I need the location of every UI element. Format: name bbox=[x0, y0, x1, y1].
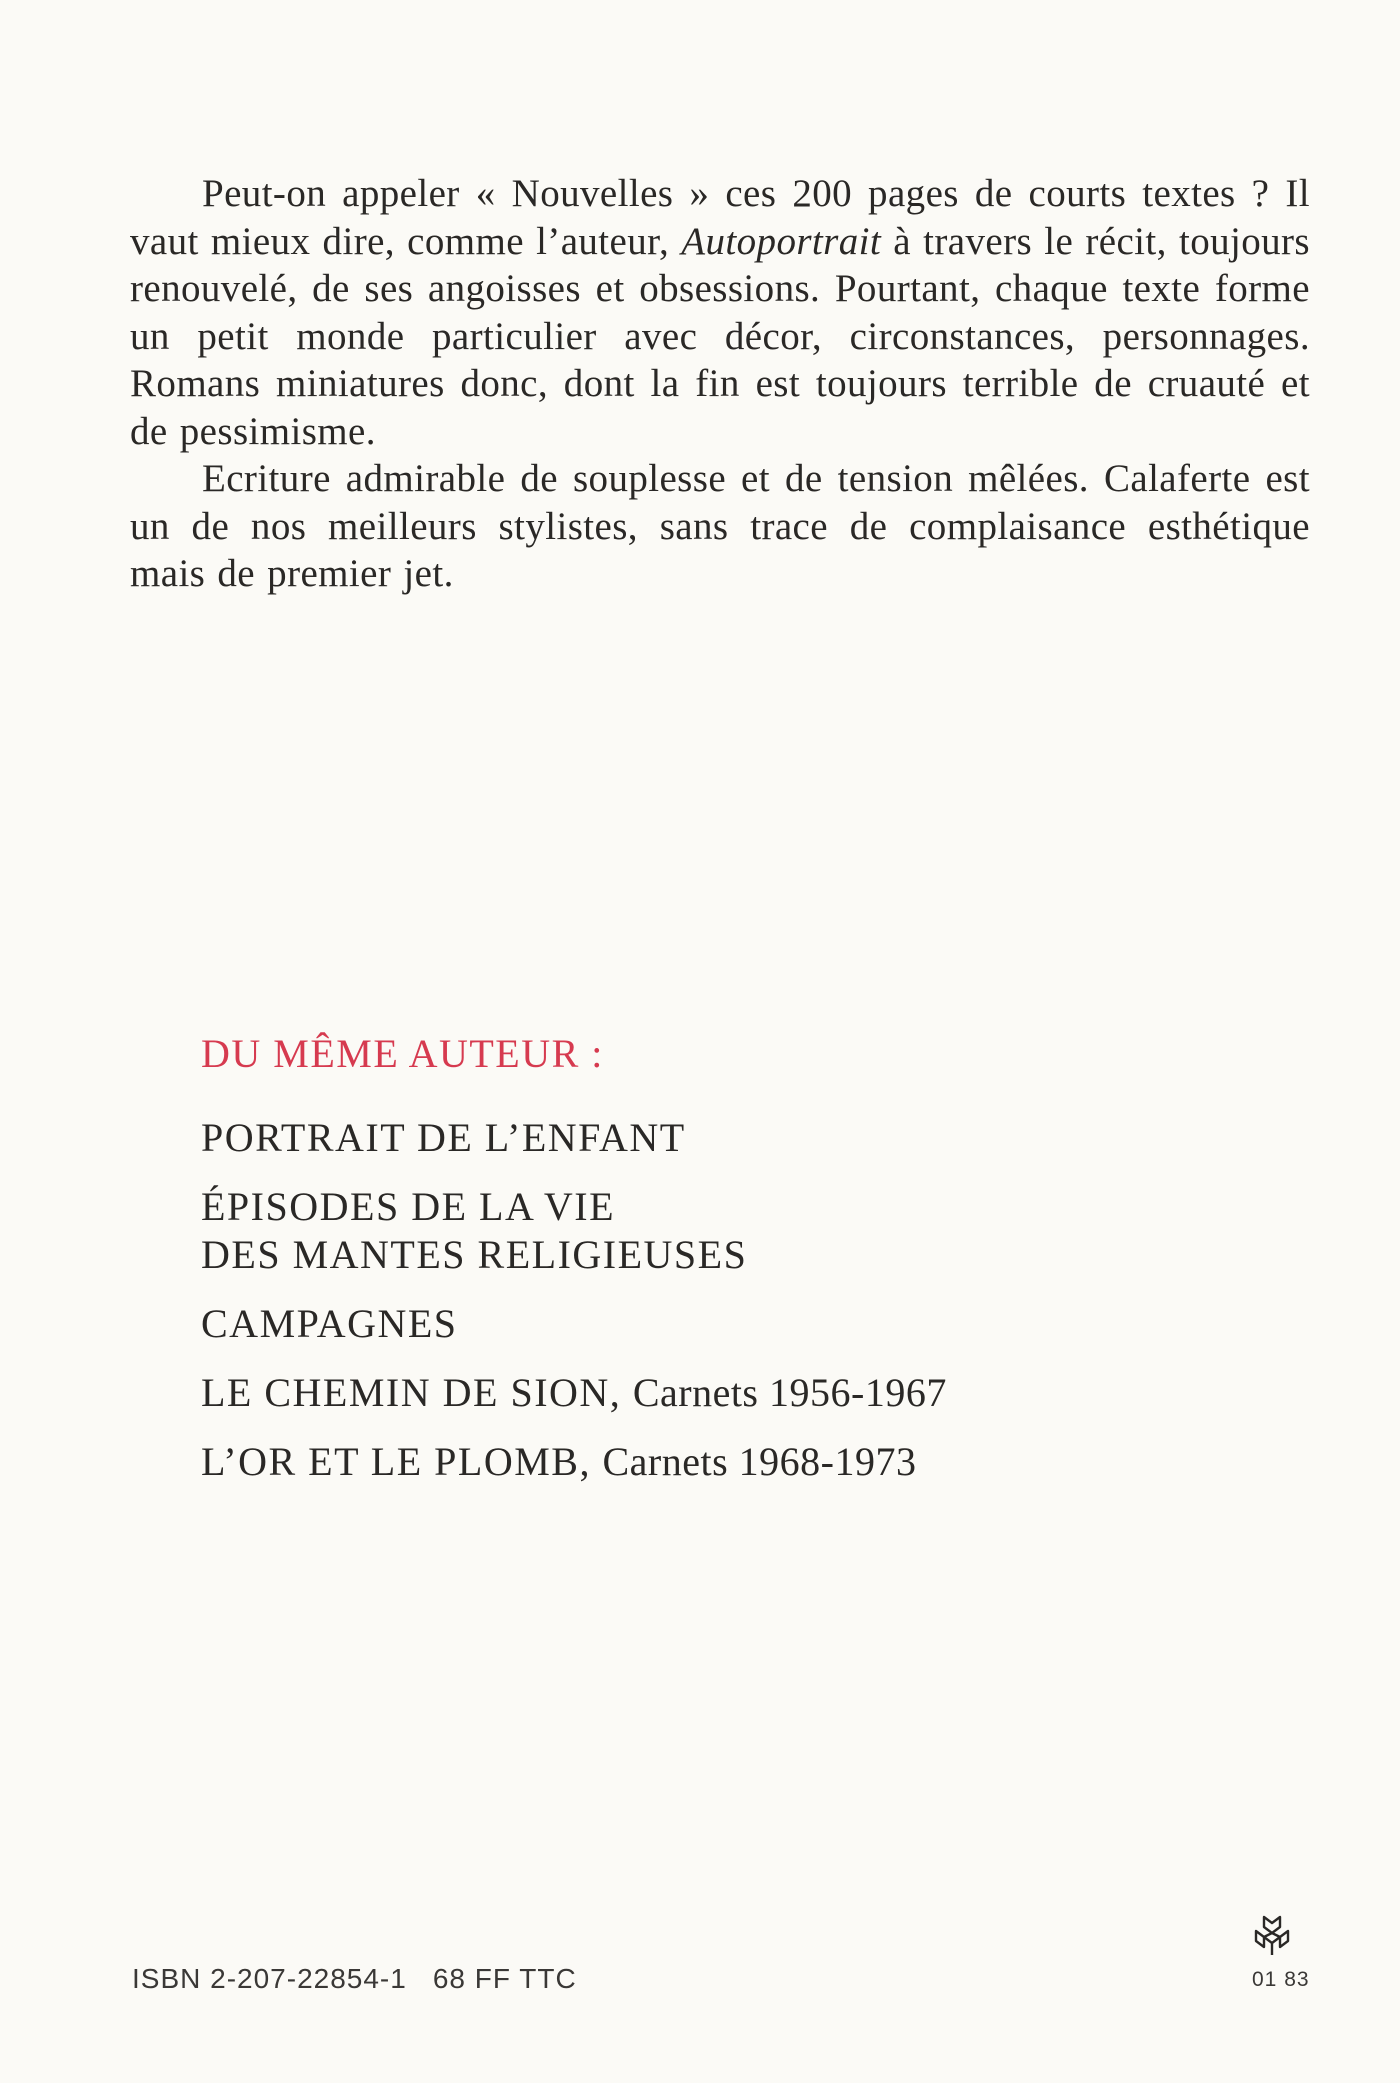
print-code: 01 83 bbox=[1252, 1968, 1310, 1991]
blurb-text-1b: à travers le récit, toujours renouvelé, de ses angoisses et obsessions. Pourtant, chaque texte forme un petit monde particulier avec décor, circonstances, personnages. Romans miniatures donc, dont la fin est toujours terrible de cruauté et de pessimisme. bbox=[130, 219, 1310, 453]
work-subtitle: Carnets 1956-1967 bbox=[632, 1370, 947, 1415]
work-item bbox=[201, 1114, 1201, 1162]
work-title: CAMPAGNES bbox=[201, 1301, 458, 1346]
work-title: L’OR ET LE PLOMB, bbox=[201, 1439, 591, 1484]
other-works-heading: DU MÊME AUTEUR : bbox=[201, 1031, 604, 1076]
work-item bbox=[201, 1231, 1201, 1279]
work-title: DES MANTES RELIGIEUSES bbox=[201, 1232, 748, 1277]
back-cover-blurb bbox=[130, 170, 1310, 598]
work-item bbox=[201, 1300, 1201, 1348]
blurb-paragraph-2: Ecriture admirable de souplesse et de tension mêlées. Calaferte est un de nos meilleurs stylistes, sans trace de complaisance esthétique mais de premier jet. bbox=[130, 457, 1310, 595]
publisher-emblem-icon bbox=[1252, 1914, 1292, 1958]
other-works-section bbox=[201, 1030, 1201, 1507]
work-title: ÉPISODES DE LA VIE bbox=[201, 1184, 616, 1229]
blurb-paragraph-1 bbox=[130, 170, 1310, 455]
work-subtitle: Carnets 1968-1973 bbox=[602, 1439, 917, 1484]
work-title: LE CHEMIN DE SION, bbox=[201, 1370, 622, 1415]
work-item bbox=[201, 1183, 1201, 1231]
price: 68 FF TTC bbox=[432, 1963, 577, 1994]
other-works-list bbox=[201, 1114, 1201, 1486]
isbn-price-line bbox=[132, 1963, 577, 1995]
work-item bbox=[201, 1369, 1201, 1417]
work-item bbox=[201, 1438, 1201, 1486]
blurb-italic-title: Autoportrait bbox=[681, 219, 882, 263]
work-title: PORTRAIT DE L’ENFANT bbox=[201, 1115, 686, 1160]
blurb-text-1a: Peut-on appeler « Nouvelles » ces 200 pages de courts textes ? Il vaut mieux dire, comme l’auteur, bbox=[130, 172, 1310, 263]
isbn: ISBN 2-207-22854-1 bbox=[132, 1963, 407, 1994]
